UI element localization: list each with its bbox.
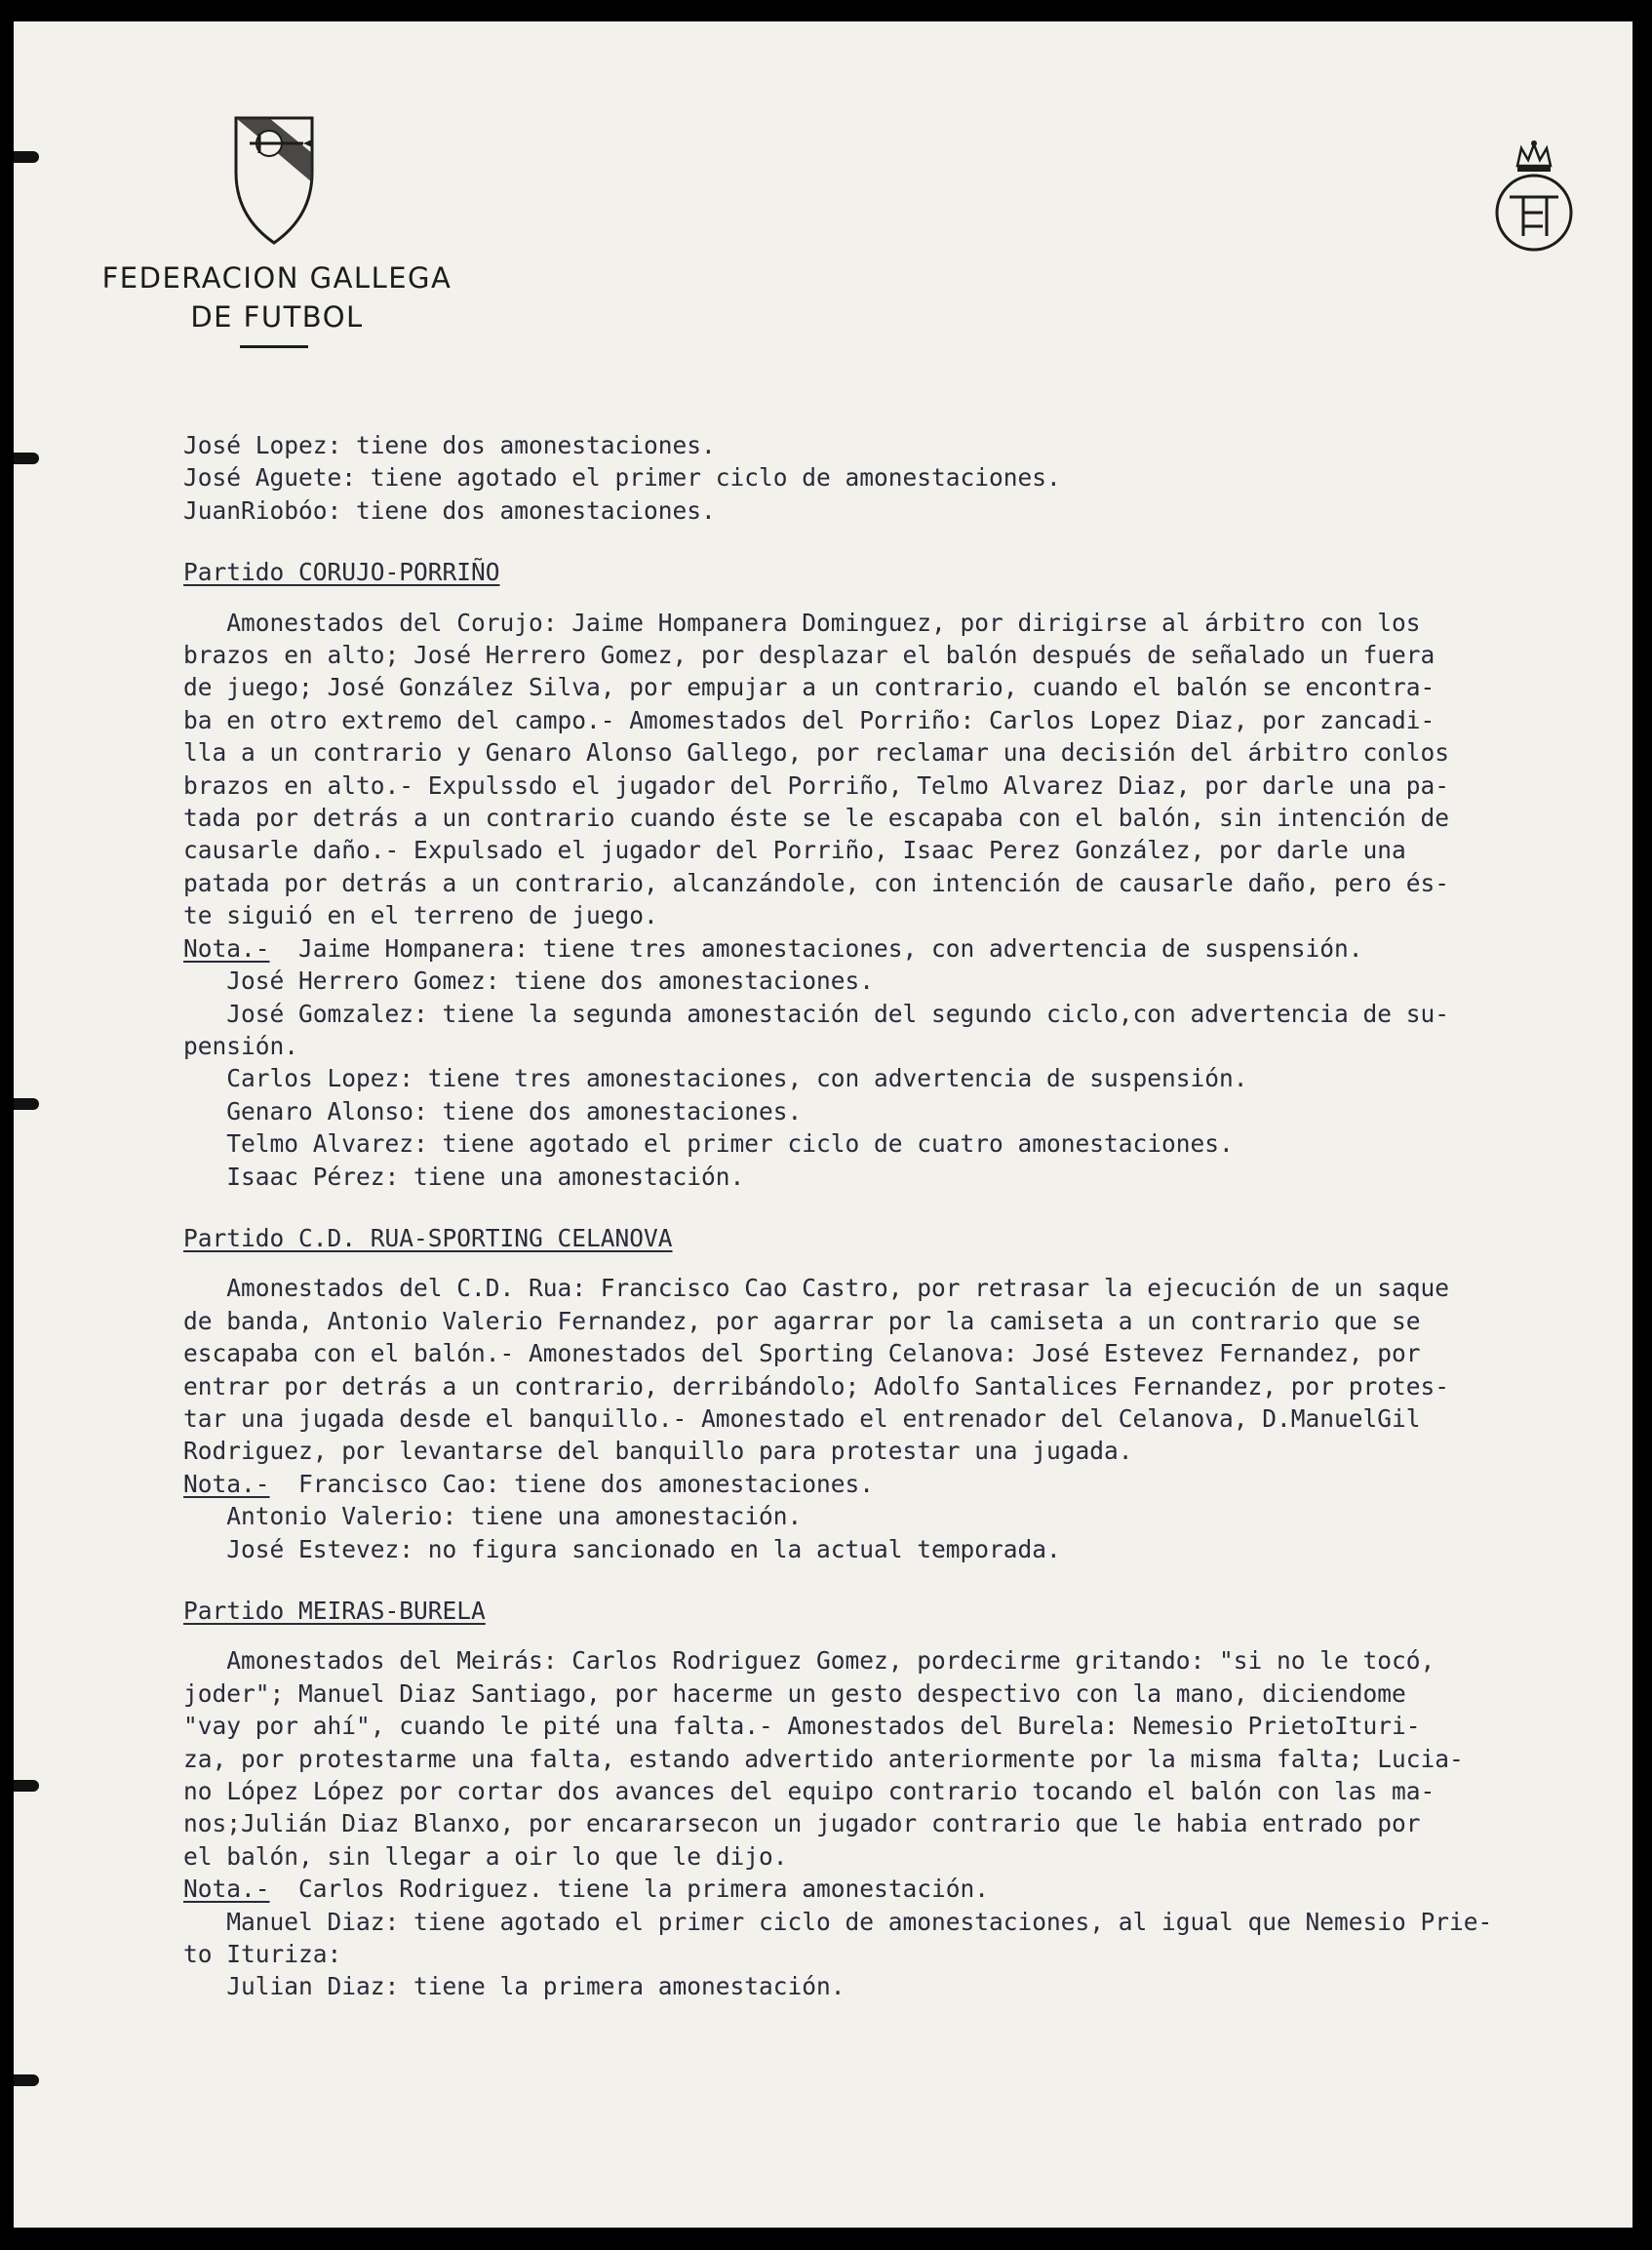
paragraph-line: no López López por cortar dos avances del equipo contrario tocando el balón con las ma- bbox=[183, 1777, 1436, 1806]
paragraph-line: Amonestados del Corujo: Jaime Hompanera Dominguez, por dirigirse al árbitro con los bbox=[183, 608, 1421, 637]
paragraph-line: Rodriguez, por levantarse del banquillo para protestar una jugada. bbox=[183, 1437, 1133, 1466]
paragraph-line: causarle daño.- Expulsado el jugador del Porriño, Isaac Perez González, por darle una bbox=[183, 836, 1406, 865]
paragraph-line: tada por detrás a un contrario cuando éste se le escapaba con el balón, sin intención de bbox=[183, 804, 1450, 833]
nota-line bbox=[183, 1468, 1627, 1500]
nota-line: Telmo Alvarez: tiene agotado el primer ciclo de cuatro amonestaciones. bbox=[183, 1129, 1234, 1159]
paragraph-line: brazos en alto.- Expulssdo el jugador del Porriño, Telmo Alvarez Diaz, por darle una pa- bbox=[183, 770, 1450, 800]
paragraph-line: tar una jugada desde el banquillo.- Amonestado el entrenador del Celanova, D.ManuelGil bbox=[183, 1403, 1421, 1433]
paragraph-line: de juego; José González Silva, por empujar a un contrario, cuando el balón se encontra- bbox=[183, 673, 1436, 702]
nota-line: Isaac Pérez: tiene una amonestación. bbox=[183, 1162, 745, 1191]
binder-hole bbox=[14, 453, 39, 464]
paragraph-line: nos;Julián Diaz Blanxo, por encararsecon un jugador contrario que le habia entrado por bbox=[183, 1809, 1421, 1838]
binder-hole bbox=[14, 2074, 39, 2086]
paragraph-line: joder"; Manuel Diaz Santiago, por hacerme un gesto despectivo con la mano, diciendome bbox=[183, 1678, 1406, 1708]
document-body bbox=[183, 429, 1627, 2003]
match-heading bbox=[183, 1595, 1627, 1627]
paragraph-line: za, por protestarme una falta, estando advertido anteriormente por la misma falta; Lucia- bbox=[183, 1744, 1464, 1773]
header-divider bbox=[240, 345, 308, 348]
match-title: Partido MEIRAS-BURELA bbox=[183, 1597, 486, 1625]
match-heading bbox=[183, 1222, 1627, 1254]
federation-shield-logo bbox=[230, 114, 318, 246]
paragraph-line: entrar por detrás a un contrario, derribándolo; Adolfo Santalices Fernandez, por protes- bbox=[183, 1371, 1450, 1401]
organization-name bbox=[72, 258, 482, 336]
match-title: Partido C.D. RUA-SPORTING CELANOVA bbox=[183, 1223, 673, 1252]
nota-line bbox=[183, 932, 1627, 965]
binder-hole bbox=[14, 151, 39, 163]
nota-line: Carlos Lopez: tiene tres amonestaciones, con advertencia de suspensión. bbox=[183, 1064, 1248, 1093]
paragraph-line: escapaba con el balón.- Amonestados del Sporting Celanova: José Estevez Fernandez, por bbox=[183, 1339, 1421, 1368]
match-title: Partido CORUJO-PORRIÑO bbox=[183, 558, 500, 587]
nota-text: Francisco Cao: tiene dos amonestaciones. bbox=[269, 1469, 875, 1498]
nota-label: Nota.- bbox=[183, 1875, 270, 1904]
paragraph-line: Amonestados del Meirás: Carlos Rodriguez Gomez, pordecirme gritando: "si no le tocó, bbox=[183, 1646, 1436, 1676]
nota-line: Julian Diaz: tiene la primera amonestación. bbox=[183, 1972, 846, 2001]
binder-hole bbox=[14, 1098, 39, 1110]
binder-hole bbox=[14, 1780, 39, 1792]
paragraph-line: de banda, Antonio Valerio Fernandez, por agarrar por la camiseta a un contrario que se bbox=[183, 1306, 1421, 1335]
nota-label: Nota.- bbox=[183, 933, 270, 963]
rfef-crown-logo bbox=[1488, 138, 1580, 256]
nota-line: José Herrero Gomez: tiene dos amonestaciones. bbox=[183, 967, 875, 996]
paragraph-line: Amonestados del C.D. Rua: Francisco Cao Castro, por retrasar la ejecución de un saque bbox=[183, 1274, 1450, 1303]
match-heading bbox=[183, 556, 1627, 588]
paragraph-line: ba en otro extremo del campo.- Amomestados del Porriño: Carlos Lopez Diaz, por zancadi- bbox=[183, 705, 1436, 734]
nota-line: Manuel Diaz: tiene agotado el primer ciclo de amonestaciones, al igual que Nemesio Prie- bbox=[183, 1907, 1493, 1936]
nota-line: Genaro Alonso: tiene dos amonestaciones. bbox=[183, 1096, 803, 1125]
paragraph-line: te siguió en el terreno de juego. bbox=[183, 901, 658, 930]
paragraph-line: "vay por ahí", cuando le pité una falta.- Amonestados del Burela: Nemesio PrietoIturi- bbox=[183, 1712, 1421, 1741]
nota-label: Nota.- bbox=[183, 1469, 270, 1498]
nota-line: to Ituriza: bbox=[183, 1940, 342, 1969]
nota-line: José Gomzalez: tiene la segunda amonestación del segundo ciclo,con advertencia de su- bbox=[183, 999, 1450, 1028]
paragraph-line: el balón, sin llegar a oir lo que le dijo. bbox=[183, 1841, 788, 1871]
nota-line bbox=[183, 1873, 1627, 1905]
intro-note: José Lopez: tiene dos amonestaciones. bbox=[183, 431, 716, 459]
nota-line: José Estevez: no figura sancionado en la actual temporada. bbox=[183, 1534, 1061, 1563]
nota-text: Jaime Hompanera: tiene tres amonestaciones, con advertencia de suspensión. bbox=[269, 933, 1363, 963]
paragraph-line: lla a un contrario y Genaro Alonso Gallego, por reclamar una decisión del árbitro conlos bbox=[183, 738, 1450, 768]
intro-note: José Aguete: tiene agotado el primer ciclo de amonestaciones. bbox=[183, 463, 1061, 493]
paragraph-line: brazos en alto; José Herrero Gomez, por desplazar el balón después de señalado un fuera bbox=[183, 641, 1436, 670]
intro-note: JuanRiobóo: tiene dos amonestaciones. bbox=[183, 495, 716, 525]
nota-line: pensión. bbox=[183, 1031, 299, 1060]
document-page bbox=[14, 21, 1632, 2228]
organization-name-line1: FEDERACION GALLEGA bbox=[101, 261, 452, 295]
nota-text: Carlos Rodriguez. tiene la primera amonestación. bbox=[269, 1875, 990, 1904]
organization-name-line2: DE FUTBOL bbox=[190, 300, 364, 334]
nota-line: Antonio Valerio: tiene una amonestación. bbox=[183, 1502, 803, 1531]
paragraph-line: patada por detrás a un contrario, alcanzándole, con intención de causarle daño, pero és- bbox=[183, 868, 1450, 897]
